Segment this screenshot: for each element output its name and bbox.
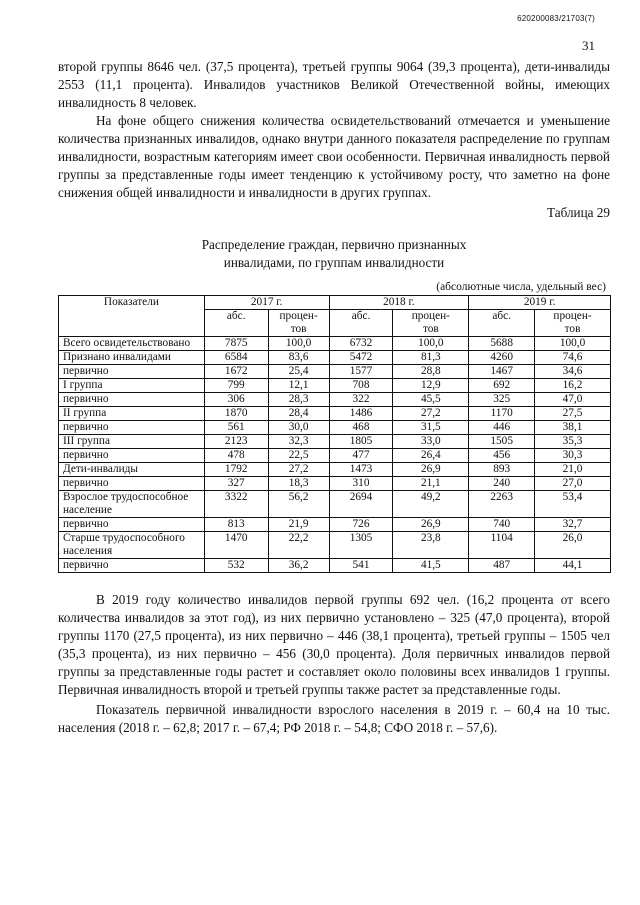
cell-pct: 28,8 — [393, 365, 469, 379]
page-content — [58, 58, 610, 737]
header-abs: абс. — [204, 310, 268, 337]
cell-abs: 893 — [469, 463, 535, 477]
cell-abs: 468 — [329, 421, 393, 435]
cell-abs: 1467 — [469, 365, 535, 379]
cell-pct: 100,0 — [393, 337, 469, 351]
cell-pct: 28,3 — [268, 393, 329, 407]
cell-pct: 21,0 — [535, 463, 611, 477]
cell-pct: 41,5 — [393, 559, 469, 573]
cell-pct: 27,0 — [535, 477, 611, 491]
cell-pct: 12,9 — [393, 379, 469, 393]
cell-abs: 477 — [329, 449, 393, 463]
cell-abs: 1104 — [469, 532, 535, 559]
cell-abs: 541 — [329, 559, 393, 573]
cell-pct: 16,2 — [535, 379, 611, 393]
table-row — [59, 463, 611, 477]
cell-pct: 31,5 — [393, 421, 469, 435]
cell-abs: 306 — [204, 393, 268, 407]
cell-abs: 740 — [469, 518, 535, 532]
header-year: 2017 г. — [204, 296, 329, 310]
cell-pct: 25,4 — [268, 365, 329, 379]
cell-pct: 32,7 — [535, 518, 611, 532]
table-row — [59, 491, 611, 518]
row-label: первично — [59, 393, 205, 407]
cell-abs: 2263 — [469, 491, 535, 518]
row-label: первично — [59, 421, 205, 435]
cell-abs: 325 — [469, 393, 535, 407]
document-id: 620200083/21703(7) — [517, 14, 595, 23]
cell-abs: 3322 — [204, 491, 268, 518]
cell-abs: 1305 — [329, 532, 393, 559]
table-units: (абсолютные числа, удельный вес) — [436, 281, 606, 293]
header-abs: абс. — [469, 310, 535, 337]
table-row — [59, 365, 611, 379]
table-title-line: инвалидами, по группам инвалидности — [223, 255, 445, 270]
cell-pct: 83,6 — [268, 351, 329, 365]
paragraph-continued: второй группы 8646 чел. (37,5 процента), третьей группы 9064 (39,3 процента), дети-инвалиды 2553 (11,1 процента). Инвалидов участников Великой Отечественной войны, имеющих инвалидность 8 человек. — [58, 59, 610, 110]
cell-pct: 36,2 — [268, 559, 329, 573]
cell-abs: 1473 — [329, 463, 393, 477]
header-abs: абс. — [329, 310, 393, 337]
cell-pct: 27,2 — [393, 407, 469, 421]
disability-table — [58, 295, 611, 573]
cell-abs: 478 — [204, 449, 268, 463]
cell-abs: 5472 — [329, 351, 393, 365]
cell-abs: 561 — [204, 421, 268, 435]
cell-pct: 27,2 — [268, 463, 329, 477]
header-year: 2018 г. — [329, 296, 469, 310]
table-title-line: Распределение граждан, первично признанных — [201, 237, 467, 252]
cell-abs: 456 — [469, 449, 535, 463]
cell-abs: 1577 — [329, 365, 393, 379]
cell-pct: 28,4 — [268, 407, 329, 421]
cell-pct: 26,9 — [393, 518, 469, 532]
cell-abs: 322 — [329, 393, 393, 407]
table-row — [59, 421, 611, 435]
cell-abs: 1170 — [469, 407, 535, 421]
cell-pct: 81,3 — [393, 351, 469, 365]
cell-pct: 18,3 — [268, 477, 329, 491]
table-row — [59, 435, 611, 449]
cell-pct: 34,6 — [535, 365, 611, 379]
cell-abs: 327 — [204, 477, 268, 491]
table-row — [59, 393, 611, 407]
row-label: первично — [59, 559, 205, 573]
table-body — [59, 337, 611, 573]
table-row — [59, 559, 611, 573]
table-row — [59, 337, 611, 351]
cell-abs: 1672 — [204, 365, 268, 379]
cell-abs: 2694 — [329, 491, 393, 518]
cell-pct: 33,0 — [393, 435, 469, 449]
cell-pct: 44,1 — [535, 559, 611, 573]
header-year: 2019 г. — [469, 296, 611, 310]
header-pct: процен- тов — [393, 310, 469, 337]
row-label: I группа — [59, 379, 205, 393]
table-title — [58, 236, 610, 272]
table-row — [59, 449, 611, 463]
cell-pct: 21,1 — [393, 477, 469, 491]
table-label: Таблица 29 — [547, 205, 610, 220]
cell-abs: 1870 — [204, 407, 268, 421]
table-row — [59, 532, 611, 559]
cell-abs: 240 — [469, 477, 535, 491]
cell-abs: 5688 — [469, 337, 535, 351]
cell-abs: 1505 — [469, 435, 535, 449]
row-label: Всего освидетельствовано — [59, 337, 205, 351]
cell-abs: 1792 — [204, 463, 268, 477]
cell-pct: 56,2 — [268, 491, 329, 518]
cell-abs: 799 — [204, 379, 268, 393]
cell-pct: 22,5 — [268, 449, 329, 463]
table-row — [59, 407, 611, 421]
row-label: Дети-инвалиды — [59, 463, 205, 477]
cell-pct: 74,6 — [535, 351, 611, 365]
row-label: первично — [59, 518, 205, 532]
header-pct: процен- тов — [268, 310, 329, 337]
cell-pct: 12,1 — [268, 379, 329, 393]
cell-pct: 49,2 — [393, 491, 469, 518]
cell-pct: 38,1 — [535, 421, 611, 435]
cell-abs: 6732 — [329, 337, 393, 351]
cell-abs: 446 — [469, 421, 535, 435]
cell-pct: 35,3 — [535, 435, 611, 449]
cell-pct: 27,5 — [535, 407, 611, 421]
row-label: первично — [59, 477, 205, 491]
cell-abs: 726 — [329, 518, 393, 532]
cell-abs: 1486 — [329, 407, 393, 421]
cell-abs: 310 — [329, 477, 393, 491]
header-pct: процен- тов — [535, 310, 611, 337]
cell-abs: 708 — [329, 379, 393, 393]
cell-abs: 532 — [204, 559, 268, 573]
row-label: III группа — [59, 435, 205, 449]
table-row — [59, 477, 611, 491]
cell-pct: 26,4 — [393, 449, 469, 463]
row-label: Взрослое трудоспособное население — [59, 491, 205, 518]
cell-pct: 30,3 — [535, 449, 611, 463]
paragraph: Показатель первичной инвалидности взрослого населения в 2019 г. – 60,4 на 10 тыс. населения (2018 г. – 62,8; 2017 г. – 67,4; РФ 2018 г. – 54,8; СФО 2018 г. – 57,6). — [58, 702, 610, 735]
row-label: Старше трудоспособного населения — [59, 532, 205, 559]
cell-abs: 692 — [469, 379, 535, 393]
paragraph: В 2019 году количество инвалидов первой группы 692 чел. (16,2 процента от всего количества инвалидов за этот год), из них первично установлено – 325 (47,0 процента), второй группы 1170 (27,5 процента), из них первично – 446 (38,1 процента), третьей группы – 1505 чел (35,3 процента), из них первично – 456 (30,0 процента). Доля первичных инвалидов первой группы за представленные годы растет и составляет около половины всех инвалидов 1 группы. Первичная инвалидность второй и третьей группы также растет за представленные годы. — [58, 592, 610, 697]
paragraph: На фоне общего снижения количества освидетельствований отмечается и уменьшение количества признанных инвалидов, однако внутри данного показателя распределение по группам инвалидности, возрастным категориям имеет свои особенности. Первичная инвалидность первой группы за представленные годы имеет тенденцию к устойчивому росту, что заметно на фоне снижения общей инвалидности и инвалидности в других группах. — [58, 113, 610, 200]
cell-abs: 7875 — [204, 337, 268, 351]
cell-abs: 487 — [469, 559, 535, 573]
table-row — [59, 518, 611, 532]
cell-pct: 45,5 — [393, 393, 469, 407]
cell-pct: 23,8 — [393, 532, 469, 559]
cell-pct: 26,9 — [393, 463, 469, 477]
cell-pct: 100,0 — [535, 337, 611, 351]
cell-pct: 53,4 — [535, 491, 611, 518]
table-row — [59, 351, 611, 365]
cell-pct: 22,2 — [268, 532, 329, 559]
cell-abs: 6584 — [204, 351, 268, 365]
cell-abs: 4260 — [469, 351, 535, 365]
cell-abs: 813 — [204, 518, 268, 532]
cell-pct: 21,9 — [268, 518, 329, 532]
table-row — [59, 379, 611, 393]
cell-abs: 1805 — [329, 435, 393, 449]
row-label: Признано инвалидами — [59, 351, 205, 365]
cell-abs: 1470 — [204, 532, 268, 559]
page-number: 31 — [582, 38, 595, 53]
row-label: первично — [59, 365, 205, 379]
row-label: II группа — [59, 407, 205, 421]
cell-pct: 47,0 — [535, 393, 611, 407]
cell-abs: 2123 — [204, 435, 268, 449]
row-label: первично — [59, 449, 205, 463]
cell-pct: 26,0 — [535, 532, 611, 559]
header-indicator: Показатели — [59, 296, 205, 337]
cell-pct: 30,0 — [268, 421, 329, 435]
cell-pct: 32,3 — [268, 435, 329, 449]
cell-pct: 100,0 — [268, 337, 329, 351]
